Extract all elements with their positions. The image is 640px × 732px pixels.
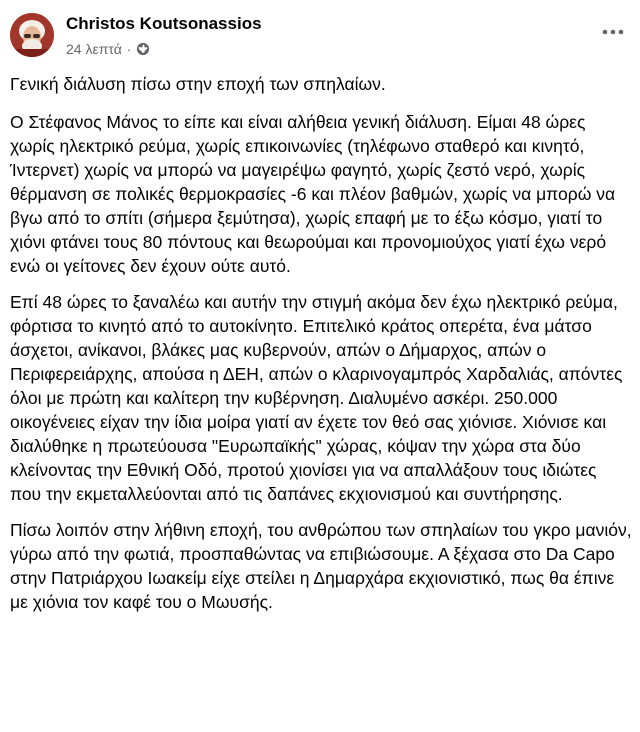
post-paragraph: Γενική διάλυση πίσω στην εποχή των σπηλαίων. <box>10 74 386 94</box>
globe-icon[interactable] <box>136 42 150 56</box>
post-text <box>10 72 632 626</box>
author-name[interactable]: Christos Koutsonassios <box>66 14 262 33</box>
post-paragraph: Ο Στέφανος Μάνος το είπε και είναι αλήθεια γενική διάλυση. Είμαι 48 ώρες χωρίς ηλεκτρικό ρεύμα, χωρίς επικοινωνίες (τηλέφωνο σταθερό και κινητό, Ίντερνετ) χωρίς να μπορώ να μαγειρέψω φαγητό, χωρίς ζεστό νερό, χωρίς θέρμανση σε πολικές θερμοκρασίες -6 και πλέον βαθμών, χωρίς να μπορώ να βγω από το σπίτι (σήμερα ξεμύτησα), χωρίς επαφή με το έξω κόσμο, γιατί το χιόνι φτάνει τους 80 πόντους και θεωρούμαι και προνομιούχος γιατί έχω νερό ενώ οι γείτονες δεν έχουν ούτε αυτό. <box>10 112 616 276</box>
avatar-photo <box>10 13 54 57</box>
avatar[interactable] <box>10 13 54 57</box>
more-dots-icon <box>602 29 624 35</box>
meta-separator: · <box>126 41 132 57</box>
post-paragraph: Πίσω λοιπόν στην λήθινη εποχή, του ανθρώπου των σπηλαίων του γκρο μανιόν, γύρω από την φωτιά, προσπαθώντας να επιβιώσουμε. Α ξέχασα στο Da Capo στην Πατριάρχου Ιωακείμ είχε στείλει η Δημαρχάρα εκχιονιστικό, πως θα έπινε με χιόνια τον καφέ του ο Μωυσής. <box>10 520 632 612</box>
post-paragraph: Επί 48 ώρες το ξαναλέω και αυτήν την στιγμή ακόμα δεν έχω ηλεκτρικό ρεύμα, φόρτισα το κινητό από το αυτοκίνητο. Επιτελικό κράτος οπερέτα, ένα μάτσο άσχετοι, ανίκανοι, βλάκες μας κυβερνούν, απών ο Δήμαρχος, απών ο Περιφερειάρχης, απούσα η ΔΕΗ, απών ο κλαρινογαμπρός Χαρδαλιάς, απόντες όλοι με πρώτη και καλίτερη την κυβέρνηση. Διαλυμένο ασκέρι. 250.000 οικογένειες είχαν την ίδια μοίρα γιατί αν έχετε τον θεό σας χιόνισε. Χιόνισε και διαλύθηκε η πρωτεύουσα "Ευρωπαϊκής" χώρας, κόψαν την χώρα στα δύο κλείνοντας την Εθνική Οδό, προτού χιονίσει για να απαλλάξουν τους ιδιώτες που την εκμεταλλεύονται από τις δαπάνες εκχιονισμού και συντήρησης. <box>10 292 623 504</box>
post-timestamp[interactable]: 24 λεπτά <box>66 41 122 57</box>
post-header <box>0 0 640 76</box>
more-options-button[interactable] <box>598 22 628 42</box>
post-meta <box>66 41 150 57</box>
